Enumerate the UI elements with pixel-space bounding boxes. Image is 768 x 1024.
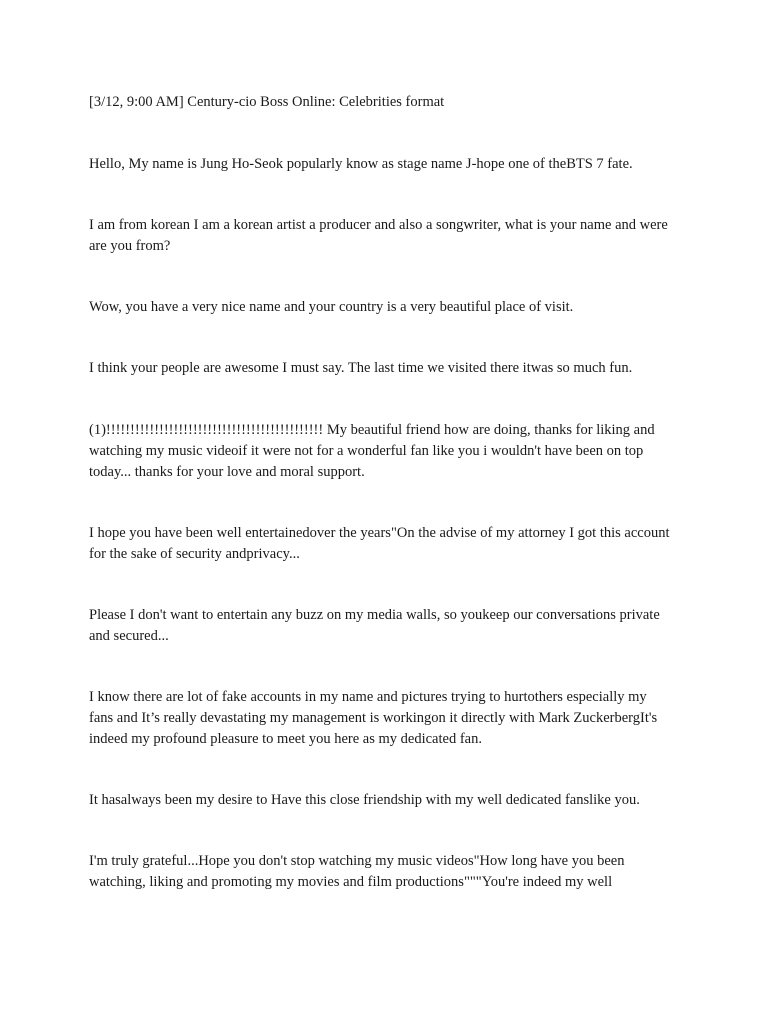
paragraph-9: It hasalways been my desire to Have this close friendship with my well dedicated fanslike you. — [89, 792, 640, 808]
paragraph-4: I think your people are awesome I must say. The last time we visited there itwas so much fun. — [89, 360, 633, 376]
paragraph-3: Wow, you have a very nice name and your country is a very beautiful place of visit. — [89, 299, 574, 315]
paragraph-7: Please I don't want to entertain any buzz on my media walls, so youkeep our conversations private and secured... — [89, 607, 660, 644]
paragraph-5: (1)!!!!!!!!!!!!!!!!!!!!!!!!!!!!!!!!!!!!!!!!!!!!! My beautiful friend how are doing, thanks for liking and watching my music videoif it were not for a wonderful fan like you i wouldn't have been on top today... thanks for your love and moral support. — [89, 422, 655, 480]
paragraph-6: I hope you have been well entertainedover the years"On the advise of my attorney I got this account for the sake of security andprivacy... — [89, 525, 670, 562]
paragraph-8: I know there are lot of fake accounts in my name and pictures trying to hurtothers especially my fans and It’s really devastating my management is workingon it directly with Mark ZuckerbergIt's indeed my profound pleasure to meet you here as my dedicated fan. — [89, 689, 658, 747]
paragraph-2: I am from korean I am a korean artist a producer and also a songwriter, what is your name and were are you from? — [89, 217, 668, 254]
paragraph-1: Hello, My name is Jung Ho-Seok popularly know as stage name J-hope one of theBTS 7 fate. — [89, 156, 633, 172]
message-header: [3/12, 9:00 AM] Century-cio Boss Online: Celebrities format — [89, 94, 445, 110]
paragraph-10: I'm truly grateful...Hope you don't stop watching my music videos"How long have you been watching, liking and promoting my movies and film productions"""You're indeed my well — [89, 853, 625, 890]
